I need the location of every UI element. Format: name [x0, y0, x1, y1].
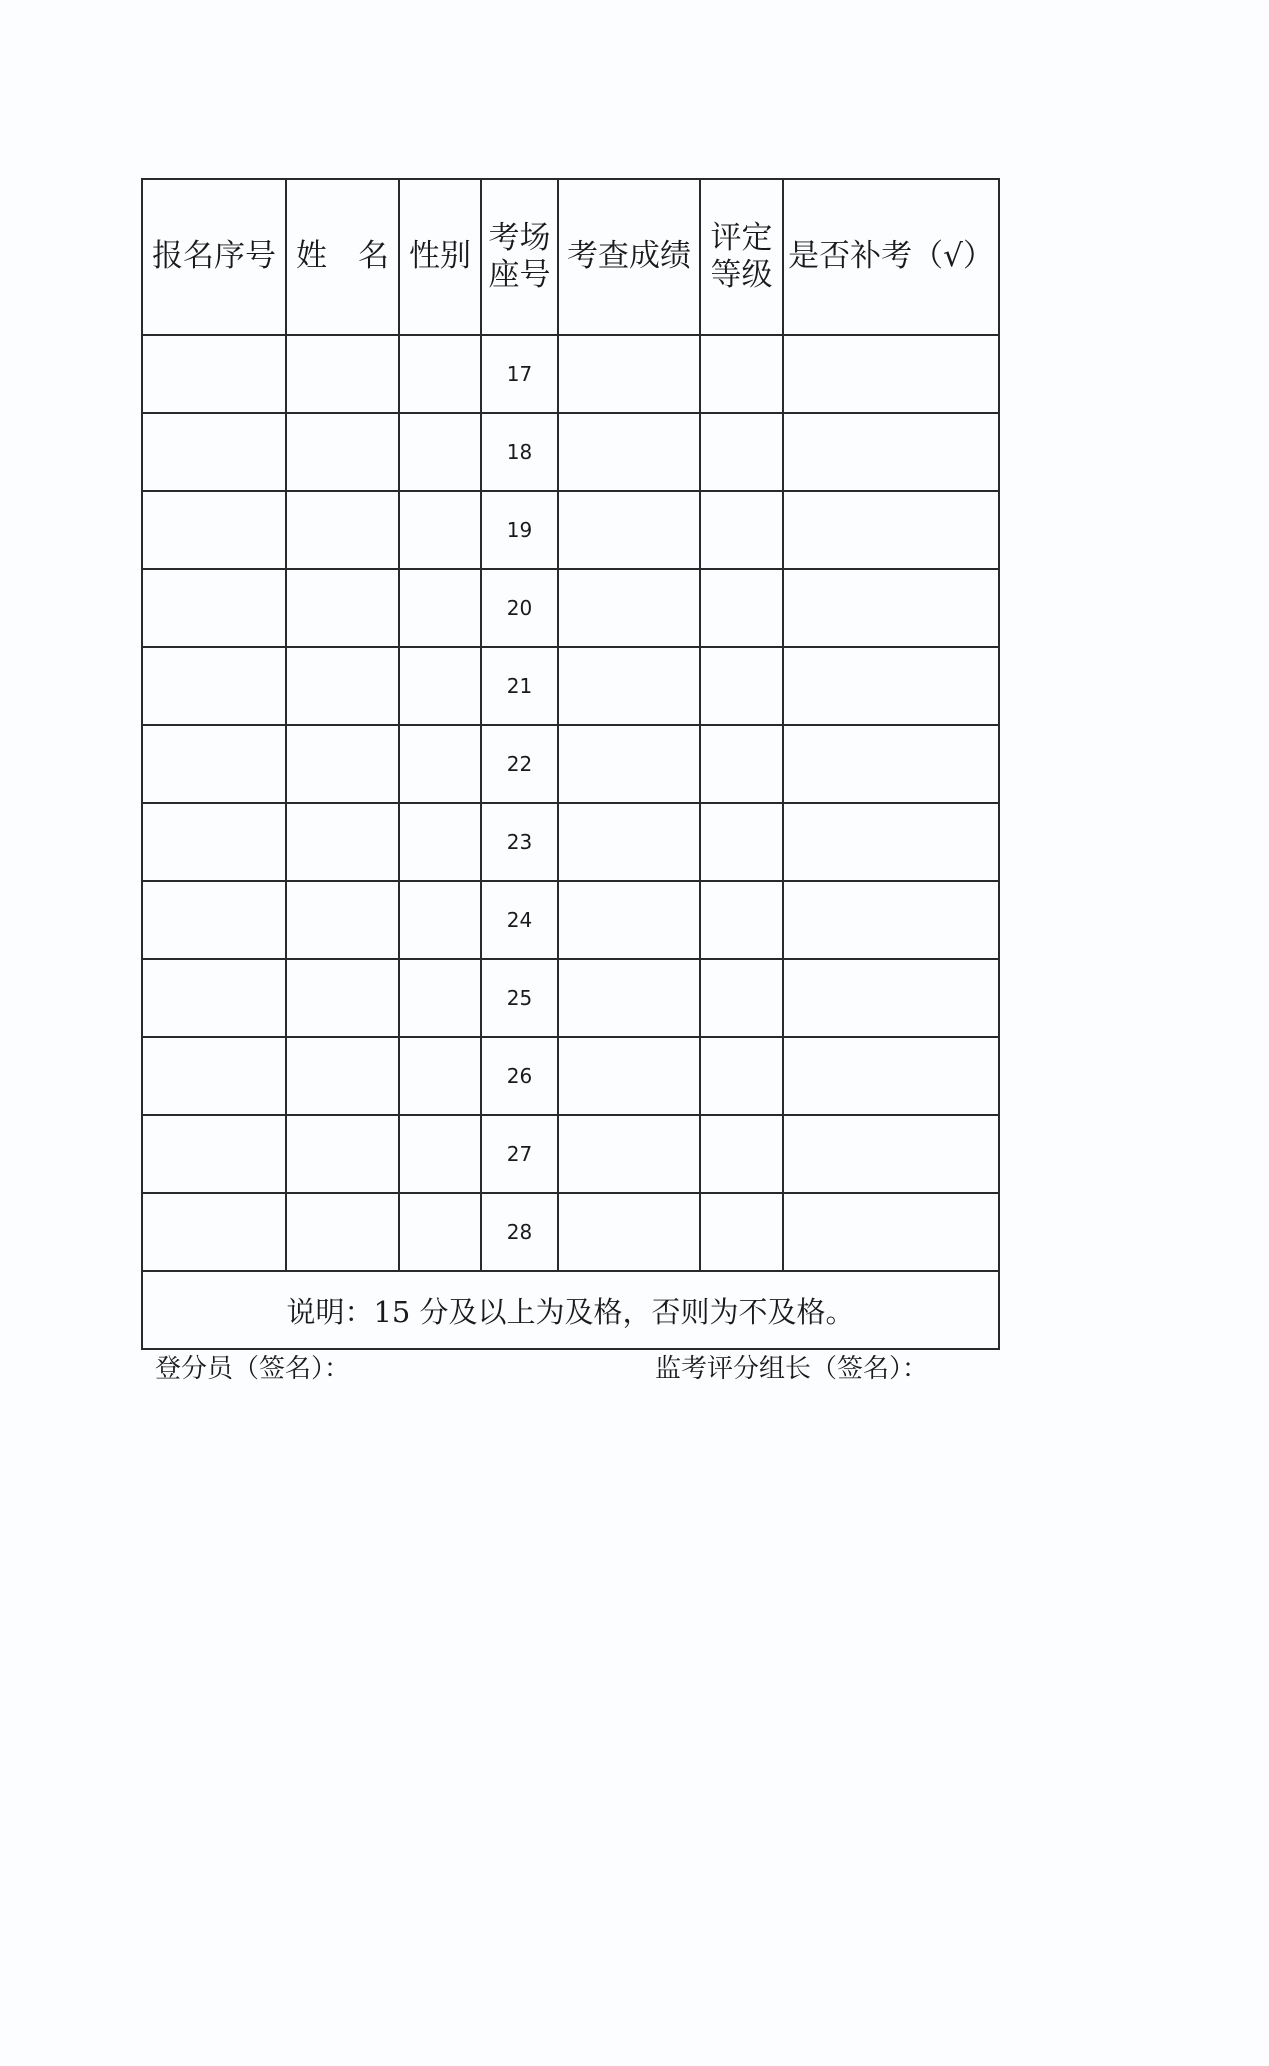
seat-cell: 19: [481, 491, 558, 569]
seat-cell: 22: [481, 725, 558, 803]
header-level: [700, 179, 783, 335]
level-cell[interactable]: [700, 803, 783, 881]
leader-signature-label: 监考评分组长（签名）：: [655, 1354, 929, 1384]
reg-no-cell[interactable]: [142, 881, 286, 959]
name-cell[interactable]: [286, 803, 399, 881]
score-cell[interactable]: [558, 1193, 700, 1271]
header-reg-no: 报名序号: [142, 179, 286, 335]
level-cell[interactable]: [700, 335, 783, 413]
retake-cell[interactable]: [783, 725, 999, 803]
level-cell[interactable]: [700, 647, 783, 725]
gender-cell[interactable]: [399, 959, 481, 1037]
grading-note: 说明：15 分及以上为及格，否则为不及格。: [142, 1271, 999, 1349]
level-cell[interactable]: [700, 725, 783, 803]
level-cell[interactable]: [700, 959, 783, 1037]
header-row: [142, 179, 999, 335]
retake-cell[interactable]: [783, 1115, 999, 1193]
header-seat: [481, 179, 558, 335]
reg-no-cell[interactable]: [142, 1193, 286, 1271]
name-cell[interactable]: [286, 959, 399, 1037]
reg-no-cell[interactable]: [142, 569, 286, 647]
recorder-signature-label: 登分员（签名）：: [155, 1354, 351, 1384]
name-cell[interactable]: [286, 1115, 399, 1193]
table-body: [142, 335, 999, 1349]
header-level-line1: 评定: [710, 219, 773, 256]
score-cell[interactable]: [558, 1115, 700, 1193]
table-row: [142, 725, 999, 803]
retake-cell[interactable]: [783, 1037, 999, 1115]
gender-cell[interactable]: [399, 881, 481, 959]
table-row: [142, 959, 999, 1037]
table-row: [142, 647, 999, 725]
gender-cell[interactable]: [399, 1115, 481, 1193]
level-cell[interactable]: [700, 413, 783, 491]
table-row: [142, 881, 999, 959]
table-row: [142, 335, 999, 413]
seat-cell: 20: [481, 569, 558, 647]
reg-no-cell[interactable]: [142, 1115, 286, 1193]
retake-cell[interactable]: [783, 335, 999, 413]
level-cell[interactable]: [700, 491, 783, 569]
gender-cell[interactable]: [399, 491, 481, 569]
retake-cell[interactable]: [783, 959, 999, 1037]
table-row: [142, 1115, 999, 1193]
name-cell[interactable]: [286, 413, 399, 491]
name-cell[interactable]: [286, 725, 399, 803]
retake-cell[interactable]: [783, 881, 999, 959]
gender-cell[interactable]: [399, 1037, 481, 1115]
score-cell[interactable]: [558, 569, 700, 647]
name-cell[interactable]: [286, 569, 399, 647]
reg-no-cell[interactable]: [142, 959, 286, 1037]
seat-cell: 28: [481, 1193, 558, 1271]
score-cell[interactable]: [558, 491, 700, 569]
score-cell[interactable]: [558, 647, 700, 725]
note-row: [142, 1271, 999, 1349]
table-row: [142, 803, 999, 881]
reg-no-cell[interactable]: [142, 803, 286, 881]
level-cell[interactable]: [700, 1115, 783, 1193]
level-cell[interactable]: [700, 1037, 783, 1115]
gender-cell[interactable]: [399, 647, 481, 725]
seat-cell: 21: [481, 647, 558, 725]
retake-cell[interactable]: [783, 1193, 999, 1271]
seat-cell: 23: [481, 803, 558, 881]
seat-cell: 27: [481, 1115, 558, 1193]
header-seat-line1: 考场: [488, 219, 551, 256]
retake-cell[interactable]: [783, 647, 999, 725]
seat-cell: 24: [481, 881, 558, 959]
seat-cell: 17: [481, 335, 558, 413]
header-name: 姓 名: [286, 179, 399, 335]
retake-cell[interactable]: [783, 569, 999, 647]
grade-sheet: [141, 178, 998, 1350]
reg-no-cell[interactable]: [142, 1037, 286, 1115]
name-cell[interactable]: [286, 1037, 399, 1115]
gender-cell[interactable]: [399, 803, 481, 881]
table-row: [142, 569, 999, 647]
reg-no-cell[interactable]: [142, 725, 286, 803]
score-cell[interactable]: [558, 725, 700, 803]
score-cell[interactable]: [558, 413, 700, 491]
score-cell[interactable]: [558, 803, 700, 881]
name-cell[interactable]: [286, 1193, 399, 1271]
header-gender: 性别: [399, 179, 481, 335]
retake-cell[interactable]: [783, 803, 999, 881]
grade-table: [141, 178, 1000, 1350]
table-row: [142, 1193, 999, 1271]
reg-no-cell[interactable]: [142, 413, 286, 491]
reg-no-cell[interactable]: [142, 647, 286, 725]
gender-cell[interactable]: [399, 413, 481, 491]
name-cell[interactable]: [286, 491, 399, 569]
reg-no-cell[interactable]: [142, 335, 286, 413]
score-cell[interactable]: [558, 1037, 700, 1115]
score-cell[interactable]: [558, 335, 700, 413]
table-row: [142, 1037, 999, 1115]
name-cell[interactable]: [286, 881, 399, 959]
score-cell[interactable]: [558, 959, 700, 1037]
gender-cell[interactable]: [399, 569, 481, 647]
table-row: [142, 491, 999, 569]
seat-cell: 25: [481, 959, 558, 1037]
level-cell[interactable]: [700, 569, 783, 647]
name-cell[interactable]: [286, 647, 399, 725]
name-cell[interactable]: [286, 335, 399, 413]
seat-cell: 26: [481, 1037, 558, 1115]
gender-cell[interactable]: [399, 1193, 481, 1271]
header-seat-line2: 座号: [488, 257, 551, 293]
retake-cell[interactable]: [783, 413, 999, 491]
score-cell[interactable]: [558, 881, 700, 959]
header-retake: 是否补考（√）: [783, 179, 999, 335]
header-score: 考查成绩: [558, 179, 700, 335]
gender-cell[interactable]: [399, 335, 481, 413]
retake-cell[interactable]: [783, 491, 999, 569]
table-row: [142, 413, 999, 491]
gender-cell[interactable]: [399, 725, 481, 803]
seat-cell: 18: [481, 413, 558, 491]
level-cell[interactable]: [700, 881, 783, 959]
level-cell[interactable]: [700, 1193, 783, 1271]
reg-no-cell[interactable]: [142, 491, 286, 569]
header-level-line2: 等级: [710, 257, 773, 293]
